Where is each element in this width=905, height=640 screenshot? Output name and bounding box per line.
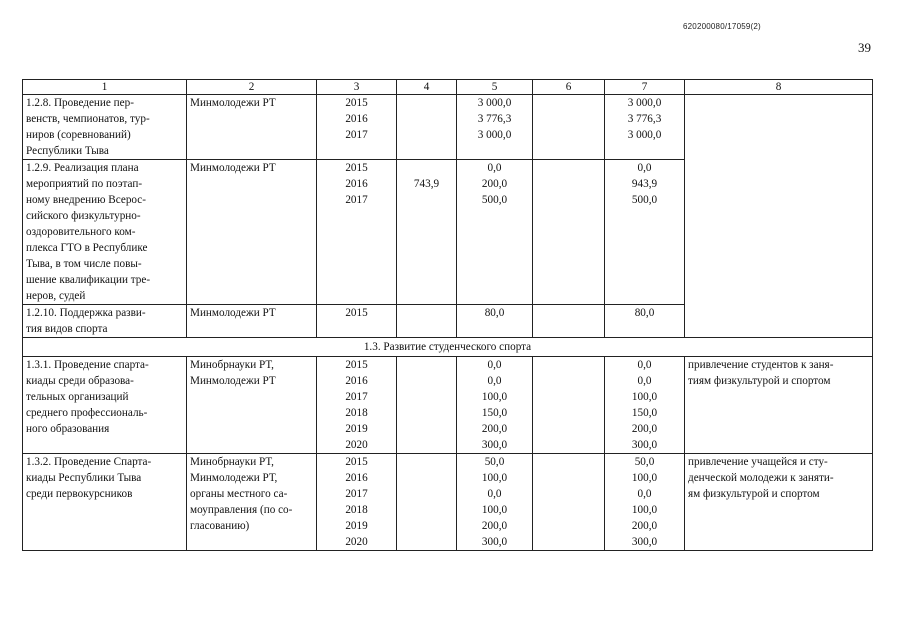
- cell-line: 0,0: [487, 488, 502, 500]
- cell-line: 2016: [345, 375, 368, 387]
- col4-cell: [397, 357, 457, 454]
- cell-line: Минобрнауки РТ,: [190, 456, 274, 468]
- executor-cell: [187, 160, 317, 305]
- column-header: 1: [23, 80, 187, 95]
- cell-line: среди первокурсников: [26, 488, 133, 500]
- table-row: [23, 95, 873, 160]
- cell-line: 2017: [345, 391, 368, 403]
- cell-line: 2015: [345, 359, 368, 371]
- cell-line: 943,9: [631, 178, 658, 190]
- cell-line: 2015: [345, 456, 368, 468]
- cell-line: 300,0: [631, 536, 658, 548]
- cell-line: 2015: [345, 307, 368, 319]
- cell-line: 100,0: [631, 472, 658, 484]
- column-header: 7: [605, 80, 685, 95]
- cell-line: денческой молодежи к заняти-: [688, 472, 834, 484]
- cell-line: 300,0: [481, 439, 508, 451]
- cell-line: 1.2.8. Проведение пер-: [26, 97, 134, 109]
- cell-line: 1.3.2. Проведение Спарта-: [26, 456, 152, 468]
- years-cell: [317, 160, 397, 305]
- cell-line: моуправления (по со-: [190, 504, 293, 516]
- cell-line: 100,0: [631, 391, 658, 403]
- cell-line: органы местного са-: [190, 488, 288, 500]
- cell-line: 0,0: [637, 359, 652, 371]
- cell-line: 1.2.10. Поддержка разви-: [26, 307, 146, 319]
- note-cell: [685, 454, 873, 551]
- cell-line: 100,0: [631, 504, 658, 516]
- col7-cell: [605, 357, 685, 454]
- col6-cell: [533, 160, 605, 305]
- years-cell: [317, 454, 397, 551]
- cell-line: 2018: [345, 407, 368, 419]
- column-header: 6: [533, 80, 605, 95]
- col6-cell: [533, 305, 605, 338]
- cell-line: ному внедрению Всерос-: [26, 194, 146, 206]
- action-cell: [23, 305, 187, 338]
- cell-line: 2017: [345, 129, 368, 141]
- cell-line: 2015: [345, 97, 368, 109]
- cell-line: 0,0: [637, 488, 652, 500]
- cell-line: Минмолодежи РТ: [190, 375, 276, 387]
- col6-cell: [533, 357, 605, 454]
- column-header: 8: [685, 80, 873, 95]
- col6-cell: [533, 454, 605, 551]
- cell-line: 3 000,0: [627, 97, 662, 109]
- cell-line: 2019: [345, 423, 368, 435]
- cell-line: 3 776,3: [627, 113, 662, 125]
- cell-line: мероприятий по поэтап-: [26, 178, 143, 190]
- cell-line: ного образования: [26, 423, 110, 435]
- cell-line: 3 000,0: [477, 129, 512, 141]
- col7-cell: [605, 160, 685, 305]
- cell-line: [400, 192, 453, 208]
- cell-line: Республики Тыва: [26, 145, 109, 157]
- cell-line: 3 776,3: [477, 113, 512, 125]
- action-cell: [23, 160, 187, 305]
- cell-line: 0,0: [487, 375, 502, 387]
- col4-cell: [397, 160, 457, 305]
- column-header: 4: [397, 80, 457, 95]
- cell-line: 3 000,0: [477, 97, 512, 109]
- cell-line: 150,0: [631, 407, 658, 419]
- cell-line: привлечение студентов к заня-: [688, 359, 834, 371]
- cell-line: шение квалификации тре-: [26, 274, 151, 286]
- cell-line: 2016: [345, 113, 368, 125]
- section-row: [23, 338, 873, 357]
- cell-line: 0,0: [637, 162, 652, 174]
- page-number: 39: [858, 40, 871, 55]
- cell-line: 2015: [345, 162, 368, 174]
- cell-line: 0,0: [487, 359, 502, 371]
- cell-line: тиям физкультурой и спортом: [688, 375, 831, 387]
- cell-line: Минмолодежи РТ: [190, 307, 276, 319]
- cell-line: сийского физкультурно-: [26, 210, 141, 222]
- years-cell: [317, 305, 397, 338]
- cell-line: 100,0: [481, 391, 508, 403]
- cell-line: 300,0: [631, 439, 658, 451]
- program-table: [22, 79, 873, 551]
- column-header: 2: [187, 80, 317, 95]
- cell-line: среднего профессиональ-: [26, 407, 148, 419]
- cell-line: 100,0: [481, 504, 508, 516]
- col7-cell: [605, 95, 685, 160]
- cell-line: 200,0: [481, 178, 508, 190]
- cell-line: 80,0: [484, 307, 505, 319]
- column-header: 5: [457, 80, 533, 95]
- years-cell: [317, 357, 397, 454]
- cell-line: 2016: [345, 472, 368, 484]
- cell-line: 200,0: [481, 520, 508, 532]
- cell-line: 80,0: [634, 307, 655, 319]
- col5-cell: [457, 454, 533, 551]
- cell-line: 300,0: [481, 536, 508, 548]
- column-header: 3: [317, 80, 397, 95]
- cell-line: 200,0: [481, 423, 508, 435]
- column-number-row: [23, 80, 873, 95]
- cell-line: Минмолодежи РТ,: [190, 472, 278, 484]
- cell-line: 500,0: [631, 194, 658, 206]
- cell-line: [400, 160, 453, 176]
- table-row: [23, 357, 873, 454]
- note-cell: [685, 357, 873, 454]
- cell-line: плекса ГТО в Республике: [26, 242, 148, 254]
- cell-line: тельных организаций: [26, 391, 129, 403]
- col5-cell: [457, 305, 533, 338]
- cell-line: Минмолодежи РТ: [190, 162, 276, 174]
- cell-line: 0,0: [487, 162, 502, 174]
- cell-line: ниров (соревнований): [26, 129, 131, 141]
- action-cell: [23, 357, 187, 454]
- cell-line: киады среди образова-: [26, 375, 134, 387]
- executor-cell: [187, 305, 317, 338]
- col4-cell: [397, 95, 457, 160]
- col4-cell: [397, 305, 457, 338]
- cell-line: 50,0: [484, 456, 505, 468]
- cell-line: 200,0: [631, 520, 658, 532]
- document-id: 620200080/17059(2): [683, 22, 761, 31]
- col5-cell: [457, 160, 533, 305]
- cell-line: 3 000,0: [627, 129, 662, 141]
- cell-line: 0,0: [637, 375, 652, 387]
- action-cell: [23, 95, 187, 160]
- cell-line: 743,9: [413, 178, 440, 190]
- action-cell: [23, 454, 187, 551]
- section-title: 1.3. Развитие студенческого спорта: [23, 338, 873, 357]
- cell-line: Минмолодежи РТ: [190, 97, 276, 109]
- cell-line: 1.2.9. Реализация плана: [26, 162, 139, 174]
- cell-line: 2017: [345, 194, 368, 206]
- executor-cell: [187, 454, 317, 551]
- cell-line: Минобрнауки РТ,: [190, 359, 274, 371]
- cell-line: Тыва, в том числе повы-: [26, 258, 142, 270]
- cell-line: тия видов спорта: [26, 323, 108, 335]
- cell-line: 2020: [345, 536, 368, 548]
- cell-line: 2020: [345, 439, 368, 451]
- cell-line: 2017: [345, 488, 368, 500]
- col7-cell: [605, 454, 685, 551]
- cell-line: гласованию): [190, 520, 250, 532]
- cell-line: 50,0: [634, 456, 655, 468]
- col5-cell: [457, 357, 533, 454]
- col4-cell: [397, 454, 457, 551]
- cell-line: 100,0: [481, 472, 508, 484]
- col7-cell: [605, 305, 685, 338]
- cell-line: венств, чемпионатов, тур-: [26, 113, 150, 125]
- executor-cell: [187, 95, 317, 160]
- cell-line: 150,0: [481, 407, 508, 419]
- cell-line: киады Республики Тыва: [26, 472, 142, 484]
- col6-cell: [533, 95, 605, 160]
- cell-line: 2019: [345, 520, 368, 532]
- note-cell: [685, 95, 873, 338]
- cell-line: привлечение учащейся и сту-: [688, 456, 828, 468]
- cell-line: неров, судей: [26, 290, 86, 302]
- col5-cell: [457, 95, 533, 160]
- executor-cell: [187, 357, 317, 454]
- cell-line: ям физкультурой и спортом: [688, 488, 820, 500]
- cell-line: оздоровительного ком-: [26, 226, 136, 238]
- cell-line: 1.3.1. Проведение спарта-: [26, 359, 149, 371]
- cell-line: 500,0: [481, 194, 508, 206]
- years-cell: [317, 95, 397, 160]
- cell-line: 200,0: [631, 423, 658, 435]
- cell-line: 2016: [345, 178, 368, 190]
- table-row: [23, 454, 873, 551]
- cell-line: 2018: [345, 504, 368, 516]
